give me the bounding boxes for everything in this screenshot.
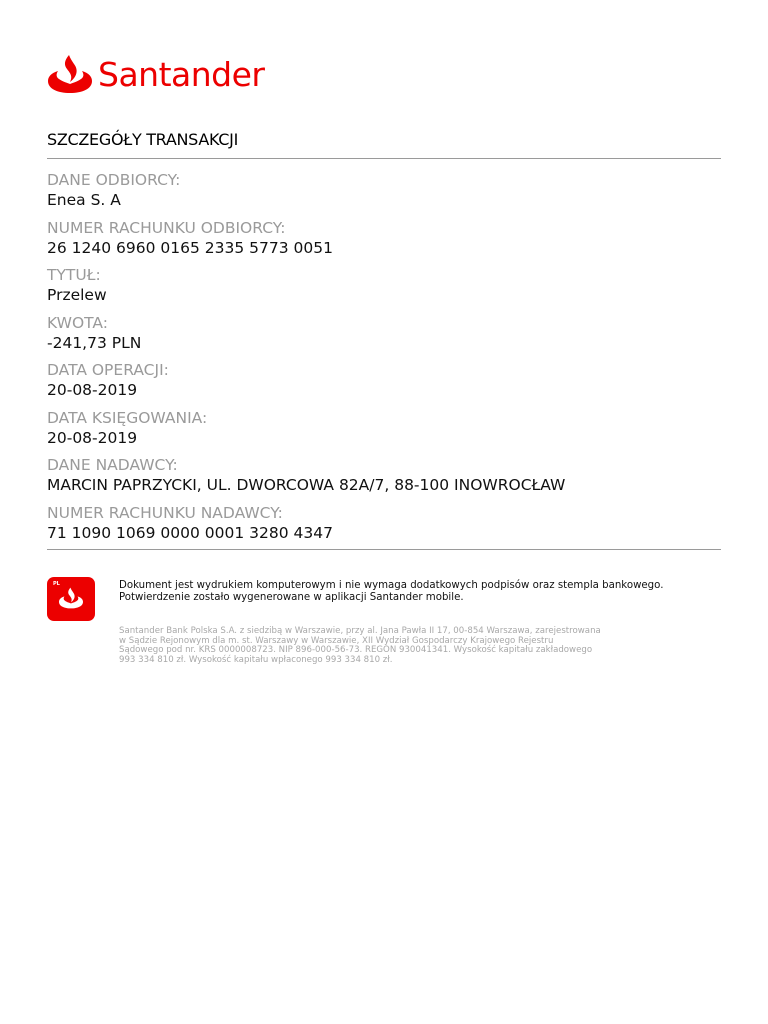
field-value: Przelew [47, 286, 107, 304]
legal-footer [119, 627, 659, 665]
field-value: MARCIN PAPRZYCKI, UL. DWORCOWA 82A/7, 88-100 INOWROCŁAW [47, 476, 566, 494]
field-label: DANE ODBIORCY: [47, 171, 181, 189]
footer-line: 993 334 810 zł. Wysokość kapitału wpłaconego 993 334 810 zł. [119, 654, 393, 665]
footer-line: w Sądzie Rejonowym dla m. st. Warszawy w Warszawie, XII Wydział Gospodarczy Krajowego Rejestru [119, 635, 554, 646]
santander-logo [48, 54, 264, 94]
footer-line: Santander Bank Polska S.A. z siedzibą w Warszawie, przy al. Jana Pawła II 17, 00-854 Warszawa, zarejestrowana [119, 626, 601, 636]
transaction-details [47, 170, 721, 550]
field-label: TYTUŁ: [47, 266, 101, 284]
field-amount [47, 313, 721, 361]
top-divider [47, 158, 721, 159]
notice-line: Potwierdzenie zostało wygenerowane w aplikacji Santander mobile. [119, 592, 464, 603]
footer-line: Sądowego pod nr. KRS 0000008723. NIP 896-000-56-73. REGON 930041341. Wysokość kapitału zakładowego [119, 645, 593, 655]
document-notice [119, 580, 729, 604]
badge-pl-label: PL [53, 581, 60, 587]
field-title [47, 265, 721, 313]
field-label: NUMER RACHUNKU NADAWCY: [47, 503, 283, 522]
field-value: -241,73 PLN [47, 333, 142, 352]
notice-line: Dokument jest wydrukiem komputerowym i nie wymaga dodatkowych podpisów oraz stempla bankowego. [119, 580, 664, 591]
santander-app-badge [47, 577, 95, 621]
field-value: 20-08-2019 [47, 428, 138, 447]
field-operation-date [47, 360, 721, 408]
bottom-divider [47, 549, 721, 550]
field-value: 20-08-2019 [47, 381, 138, 399]
field-label: DATA OPERACJI: [47, 361, 169, 379]
santander-flame-icon [59, 586, 83, 610]
field-label: NUMER RACHUNKU ODBIORCY: [47, 218, 286, 237]
field-value: 71 1090 1069 0000 0001 3280 4347 [47, 523, 333, 542]
field-recipient-name [47, 170, 721, 218]
field-sender-account [47, 503, 721, 551]
field-recipient-account [47, 218, 721, 266]
field-booking-date [47, 408, 721, 456]
field-value: 26 1240 6960 0165 2335 5773 0051 [47, 238, 333, 257]
santander-flame-icon [48, 54, 92, 94]
page-title: SZCZEGÓŁY TRANSAKCJI [47, 130, 238, 149]
field-label: DATA KSIĘGOWANIA: [47, 408, 208, 427]
brand-name: Santander [98, 54, 265, 94]
field-label: DANE NADAWCY: [47, 456, 178, 474]
field-label: KWOTA: [47, 313, 108, 332]
field-sender-name [47, 455, 721, 503]
field-value: Enea S. A [47, 191, 121, 209]
